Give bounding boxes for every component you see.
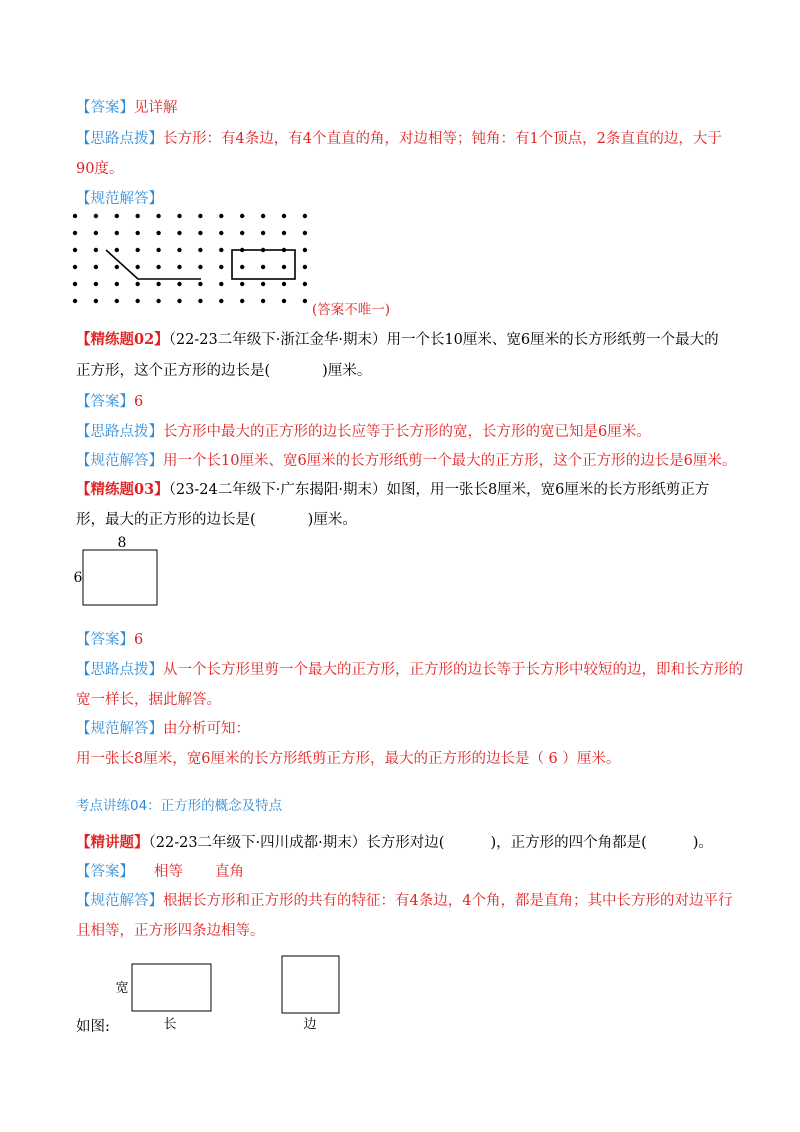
grid-dot bbox=[240, 282, 244, 286]
lecture-answer-tag: 【答案】 bbox=[76, 864, 134, 880]
q02-solution-line bbox=[76, 450, 736, 472]
rect-length-label: 长 bbox=[163, 1017, 177, 1032]
grid-dot bbox=[261, 299, 265, 303]
q03-tag: 【精练题03】 bbox=[76, 481, 169, 498]
grid-dot bbox=[156, 248, 160, 252]
grid-dot bbox=[136, 214, 140, 218]
lecture-solution-cont: 且相等，正方形四条边相等。 bbox=[76, 923, 265, 939]
grid-dot bbox=[115, 214, 119, 218]
grid-dot bbox=[73, 282, 77, 286]
grid-dot bbox=[303, 265, 307, 269]
q02-line bbox=[76, 329, 719, 351]
grid-dot bbox=[94, 231, 98, 235]
q03-text: （23-24二年级下·广东揭阳·期末）如图，用一张长8厘米，宽6厘米的长方形纸剪正方 bbox=[168, 482, 710, 498]
q03-line-cont bbox=[76, 509, 357, 531]
grid-dot bbox=[261, 282, 265, 286]
grid-dots bbox=[73, 214, 307, 303]
grid-dot bbox=[282, 265, 286, 269]
grid-dot bbox=[73, 265, 77, 269]
grid-dot bbox=[115, 231, 119, 235]
grid-dot bbox=[115, 282, 119, 286]
q03-hint-cont: 宽一样长，据此解答。 bbox=[76, 692, 221, 708]
grid-dot bbox=[73, 231, 77, 235]
grid-dot bbox=[115, 265, 119, 269]
q02-solution-tag: 【规范解答】 bbox=[76, 453, 163, 469]
grid-dot bbox=[240, 299, 244, 303]
q03-line bbox=[76, 479, 709, 501]
q03-hint-line bbox=[76, 659, 743, 681]
dot-note: (答案不唯一) bbox=[312, 302, 391, 318]
q03-answer: 6 bbox=[134, 632, 144, 648]
grid-dot bbox=[219, 214, 223, 218]
grid-dot bbox=[115, 248, 119, 252]
hint-tag: 【思路点拨】 bbox=[76, 131, 163, 147]
square-side-label: 边 bbox=[303, 1017, 317, 1032]
grid-dot bbox=[177, 299, 181, 303]
grid-dot bbox=[156, 265, 160, 269]
grid-dot bbox=[136, 299, 140, 303]
grid-dot bbox=[282, 231, 286, 235]
hint-text: 长方形：有4条边，有4个直直的角，对边相等；钝角：有1个顶点，2条直直的边，大于 bbox=[163, 131, 722, 147]
q03-hint-tag: 【思路点拨】 bbox=[76, 662, 163, 678]
q02-text: （22-23二年级下·浙江金华·期末）用一个长10厘米、宽6厘米的长方形纸剪一个最大的 bbox=[168, 332, 719, 348]
grid-dot bbox=[219, 248, 223, 252]
lecture-line bbox=[76, 832, 713, 854]
solution-tag: 【规范解答】 bbox=[76, 191, 163, 207]
q03-length-label: 8 bbox=[117, 535, 127, 551]
grid-dot bbox=[198, 231, 202, 235]
lecture-text-c: )。 bbox=[692, 835, 713, 851]
q03-solution-tag: 【规范解答】 bbox=[76, 721, 163, 737]
grid-dot bbox=[177, 265, 181, 269]
grid-dot bbox=[198, 282, 202, 286]
grid-dot bbox=[156, 299, 160, 303]
q02-text-a: 正方形，这个正方形的边长是( bbox=[76, 363, 271, 379]
lecture-answer-line bbox=[76, 861, 244, 883]
grid-dot bbox=[156, 231, 160, 235]
grid-dot bbox=[136, 231, 140, 235]
q02-answer: 6 bbox=[134, 394, 144, 410]
q02-answer-tag: 【答案】 bbox=[76, 394, 134, 410]
q02-line-cont bbox=[76, 360, 371, 382]
lecture-rectangle bbox=[132, 964, 211, 1011]
q03-solution-cont: 用一张长8厘米，宽6厘米的长方形纸剪正方形，最大的正方形的边长是（ 6 ）厘米。 bbox=[76, 751, 621, 767]
rect-width-label: 宽 bbox=[115, 981, 129, 996]
grid-dot bbox=[219, 282, 223, 286]
grid-dot bbox=[94, 265, 98, 269]
grid-dot bbox=[240, 214, 244, 218]
lecture-tag: 【精讲题】 bbox=[76, 834, 149, 851]
grid-dot bbox=[303, 299, 307, 303]
q03-text-a: 形，最大的正方形的边长是( bbox=[76, 512, 256, 528]
lecture-answer-1: 相等 bbox=[154, 864, 183, 880]
answer-line bbox=[76, 97, 178, 119]
grid-dot bbox=[261, 231, 265, 235]
lecture-solution-tag: 【规范解答】 bbox=[76, 893, 163, 909]
q03-hint: 从一个长方形里剪一个最大的正方形，正方形的边长等于长方形中较短的边，即和长方形的 bbox=[163, 662, 743, 678]
q03-width-label: 6 bbox=[73, 570, 83, 586]
grid-dot bbox=[240, 265, 244, 269]
q03-rectangle bbox=[83, 550, 157, 605]
grid-dot bbox=[73, 299, 77, 303]
grid-dot bbox=[303, 248, 307, 252]
grid-dot bbox=[282, 299, 286, 303]
dot-grid-figure bbox=[70, 208, 330, 308]
lecture-text-b: )，正方形的四个角都是( bbox=[490, 835, 647, 851]
grid-dot bbox=[282, 214, 286, 218]
grid-dot bbox=[177, 214, 181, 218]
q03-answer-line bbox=[76, 629, 143, 651]
q02-text-b: )厘米。 bbox=[322, 363, 372, 379]
grid-dot bbox=[177, 282, 181, 286]
q02-hint-line bbox=[76, 421, 651, 443]
q02-answer-line bbox=[76, 391, 143, 413]
lecture-text-a: （22-23二年级下·四川成都·期末）长方形对边( bbox=[148, 835, 445, 851]
figure-intro: 如图: bbox=[76, 1019, 110, 1035]
grid-dot bbox=[136, 248, 140, 252]
answer-text: 见详解 bbox=[134, 100, 178, 116]
lecture-square bbox=[282, 956, 339, 1013]
lecture-answer-2: 直角 bbox=[215, 864, 244, 880]
grid-dot bbox=[94, 248, 98, 252]
grid-dot bbox=[240, 231, 244, 235]
q02-hint-tag: 【思路点拨】 bbox=[76, 424, 163, 440]
grid-dot bbox=[303, 214, 307, 218]
grid-dot bbox=[261, 265, 265, 269]
rectangle-shape bbox=[232, 250, 295, 279]
obtuse-angle bbox=[106, 250, 201, 279]
grid-dot bbox=[261, 214, 265, 218]
grid-dot bbox=[73, 214, 77, 218]
grid-dot bbox=[177, 248, 181, 252]
grid-dot bbox=[282, 282, 286, 286]
grid-dot bbox=[177, 231, 181, 235]
grid-dot bbox=[219, 231, 223, 235]
grid-dot bbox=[136, 265, 140, 269]
q02-solution: 用一个长10厘米、宽6厘米的长方形纸剪一个最大的正方形，这个正方形的边长是6厘米。 bbox=[163, 453, 737, 469]
hint-line bbox=[76, 128, 722, 150]
grid-dot bbox=[198, 265, 202, 269]
lecture-solution: 根据长方形和正方形的共有的特征：有4条边，4个角，都是直角；其中长方形的对边平行 bbox=[163, 893, 733, 909]
q03-rectangle-figure bbox=[66, 530, 176, 610]
lecture-solution-line bbox=[76, 890, 732, 912]
q03-solution: 由分析可知： bbox=[163, 721, 250, 737]
grid-dot bbox=[198, 299, 202, 303]
q03-solution-line bbox=[76, 718, 250, 740]
grid-dot bbox=[73, 248, 77, 252]
grid-dot bbox=[198, 214, 202, 218]
q02-hint: 长方形中最大的正方形的边长应等于长方形的宽，长方形的宽已知是6厘米。 bbox=[163, 424, 651, 440]
grid-dot bbox=[94, 299, 98, 303]
hint-line-cont: 90度。 bbox=[76, 161, 124, 177]
grid-dot bbox=[156, 282, 160, 286]
grid-dot bbox=[136, 282, 140, 286]
grid-dot bbox=[303, 282, 307, 286]
q03-answer-tag: 【答案】 bbox=[76, 632, 134, 648]
grid-dot bbox=[94, 214, 98, 218]
grid-dot bbox=[219, 299, 223, 303]
grid-dot bbox=[219, 265, 223, 269]
grid-dot bbox=[156, 214, 160, 218]
section-title: 考点讲练04：正方形的概念及特点 bbox=[76, 798, 283, 814]
grid-dot bbox=[303, 231, 307, 235]
grid-dot bbox=[198, 248, 202, 252]
q03-text-b: )厘米。 bbox=[307, 512, 357, 528]
lecture-figure bbox=[100, 950, 360, 1035]
grid-dot bbox=[115, 299, 119, 303]
grid-dot bbox=[94, 282, 98, 286]
answer-tag: 【答案】 bbox=[76, 100, 134, 116]
q02-tag: 【精练题02】 bbox=[76, 331, 169, 348]
